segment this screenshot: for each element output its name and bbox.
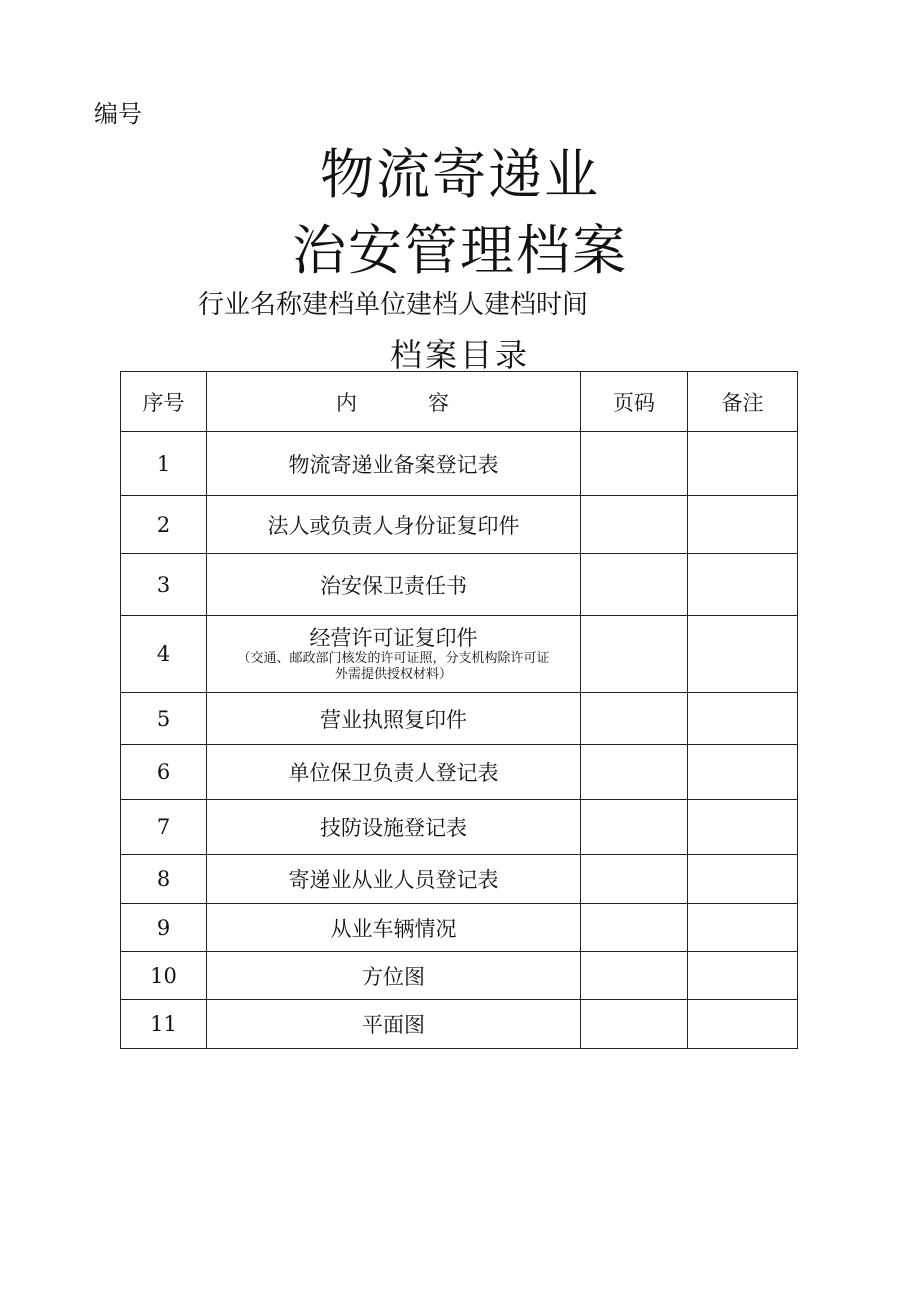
toc-title: 档案目录: [389, 336, 530, 374]
row-content-with-note: [207, 616, 581, 693]
row-remark-cell: [688, 800, 798, 855]
table-row: [121, 616, 798, 693]
table-row: [121, 904, 798, 952]
row-remark-cell: [688, 855, 798, 904]
row-content: 经营许可证复印件: [309, 626, 478, 650]
row-page-cell: [581, 616, 688, 693]
row-number: 9: [121, 904, 207, 952]
row-number: 4: [121, 616, 207, 693]
row-number: 11: [121, 1000, 207, 1049]
row-remark-cell: [688, 904, 798, 952]
row-remark-cell: [688, 745, 798, 800]
row-number: 5: [121, 693, 207, 745]
row-page-cell: [581, 554, 688, 616]
row-number: 10: [121, 952, 207, 1000]
table-row: [121, 693, 798, 745]
table-row: [121, 800, 798, 855]
row-content: 寄递业从业人员登记表: [207, 855, 581, 904]
row-note-line-2: 外需提供授权材料）: [334, 667, 452, 682]
row-remark-cell: [688, 952, 798, 1000]
table-row: [121, 554, 798, 616]
row-remark-cell: [688, 616, 798, 693]
row-content: 治安保卫责任书: [207, 554, 581, 616]
row-content: 从业车辆情况: [207, 904, 581, 952]
table-row: [121, 952, 798, 1000]
serial-number-label: 编号: [94, 100, 142, 128]
row-number: 7: [121, 800, 207, 855]
row-page-cell: [581, 432, 688, 496]
column-header-remark: 备注: [688, 372, 798, 432]
row-page-cell: [581, 745, 688, 800]
row-remark-cell: [688, 432, 798, 496]
row-page-cell: [581, 904, 688, 952]
table-header-row: [121, 372, 798, 432]
table-row: [121, 432, 798, 496]
row-number: 3: [121, 554, 207, 616]
row-remark-cell: [688, 693, 798, 745]
row-content: 物流寄递业备案登记表: [207, 432, 581, 496]
table-row: [121, 745, 798, 800]
row-number: 1: [121, 432, 207, 496]
table-row: [121, 855, 798, 904]
row-page-cell: [581, 496, 688, 554]
row-number: 8: [121, 855, 207, 904]
title-line-1: 物流寄递业: [320, 143, 600, 206]
row-page-cell: [581, 952, 688, 1000]
row-page-cell: [581, 693, 688, 745]
column-header-page: 页码: [581, 372, 688, 432]
row-number: 2: [121, 496, 207, 554]
table-row: [121, 496, 798, 554]
row-page-cell: [581, 800, 688, 855]
row-page-cell: [581, 855, 688, 904]
column-header-content: 内 容: [207, 372, 581, 432]
row-remark-cell: [688, 1000, 798, 1049]
row-content: 技防设施登记表: [207, 800, 581, 855]
title-line-2: 治安管理档案: [292, 219, 628, 282]
archive-fields-line: 行业名称建档单位建档人建档时间: [198, 290, 589, 320]
row-content: 法人或负责人身份证复印件: [207, 496, 581, 554]
row-remark-cell: [688, 554, 798, 616]
row-page-cell: [581, 1000, 688, 1049]
row-content: 单位保卫负责人登记表: [207, 745, 581, 800]
row-content: 营业执照复印件: [207, 693, 581, 745]
row-content: 平面图: [207, 1000, 581, 1049]
toc-table: [120, 371, 798, 1049]
row-number: 6: [121, 745, 207, 800]
row-content: 方位图: [207, 952, 581, 1000]
row-note-line-1: （交通、邮政部门核发的许可证照，分支机构除许可证: [237, 651, 550, 666]
row-remark-cell: [688, 496, 798, 554]
table-row: [121, 1000, 798, 1049]
column-header-no: 序号: [121, 372, 207, 432]
